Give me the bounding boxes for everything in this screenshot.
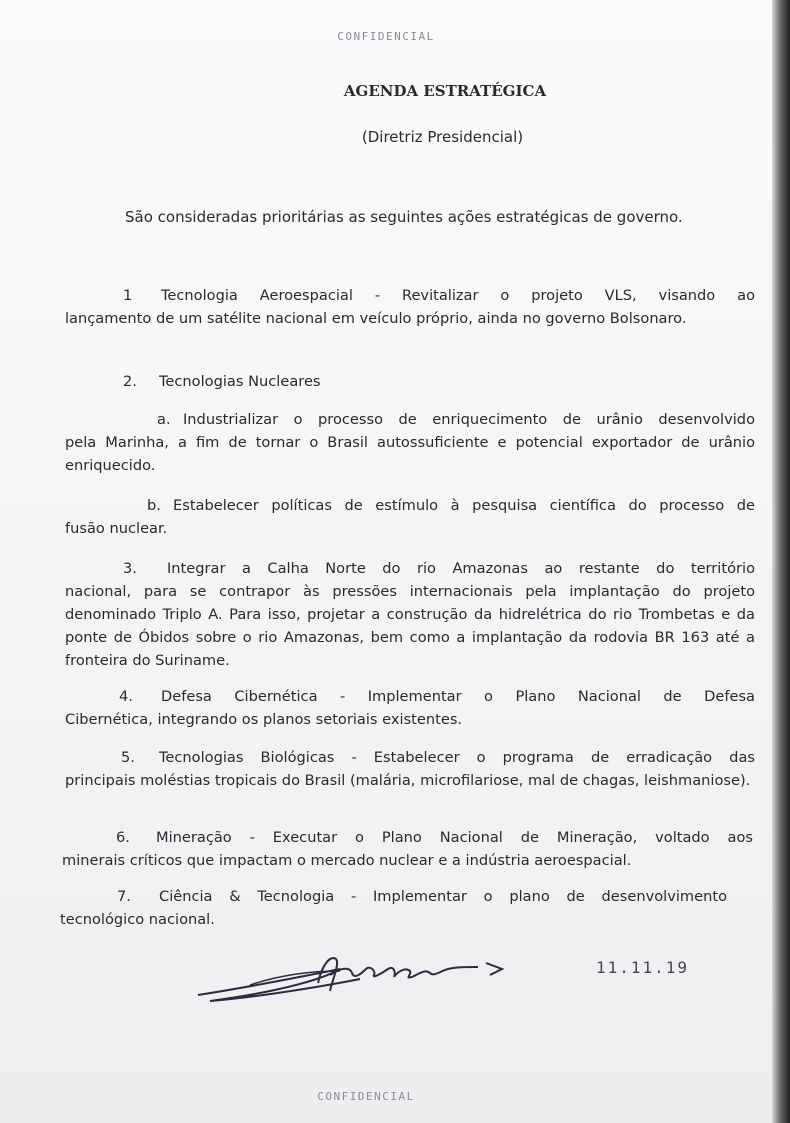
item-3-number: 3. — [123, 560, 137, 577]
item-7-text-rest: tecnológico nacional. — [60, 911, 215, 928]
item-1-text-rest: lançamento de um satélite nacional em veículo próprio, ainda no governo Bolsonaro. — [65, 310, 687, 327]
item-4-number: 4. — [119, 688, 133, 705]
item-2b-letter: b. — [147, 497, 161, 514]
item-6-number: 6. — [116, 829, 130, 846]
item-1-text-line1: Tecnologia Aeroespacial - Revitalizar o projeto VLS, visando ao — [161, 287, 755, 304]
item-2a-text-line1: Industrializar o processo de enriquecimento de urânio desenvolvido — [183, 411, 755, 428]
item-3-text-rest: nacional, para se contrapor às pressões internacionais pela implantação do projeto denominado Triplo A. Para isso, projetar a construção da hidrelétrica do rio Trombetas e da ponte de Óbidos sobre o rio Amazonas, bem como a implantação da rodovia BR 163 até a fronteira do Suriname. — [65, 583, 755, 669]
item-3-line1 — [65, 557, 755, 580]
item-6-text-line1: Mineração - Executar o Plano Nacional de Mineração, voltado aos — [156, 829, 753, 846]
item-7-text-line1: Ciência & Tecnologia - Implementar o plano de desenvolvimento — [159, 888, 727, 905]
item-2-text: Tecnologias Nucleares — [159, 373, 321, 390]
item-3-text-line1: Integrar a Calha Norte do rio Amazonas ao restante do território — [167, 560, 755, 577]
item-4-text-line1: Defesa Cibernética - Implementar o Plano Nacional de Defesa — [161, 688, 755, 705]
item-6-text-rest: minerais críticos que impactam o mercado nuclear e a indústria aeroespacial. — [62, 852, 632, 869]
document-subtitle: (Diretriz Presidencial) — [361, 128, 524, 146]
item-2a-letter: a. — [157, 411, 171, 428]
item-5-text-line1: Tecnologias Biológicas - Estabelecer o programa de erradicação das — [159, 749, 755, 766]
item-4-line1 — [65, 685, 755, 708]
item-5-number: 5. — [121, 749, 135, 766]
item-2b-text-rest: fusão nuclear. — [65, 520, 168, 537]
handwritten-date: 11.11.19 — [596, 958, 690, 977]
item-2b-line1 — [65, 494, 755, 517]
item-1-line1 — [65, 284, 755, 307]
item-7-number: 7. — [117, 888, 131, 905]
item-2b-text-line1: Estabelecer políticas de estímulo à pesquisa científica do processo de — [173, 497, 755, 514]
item-7-line1 — [62, 885, 727, 908]
header-confidential-stamp: CONFIDENCIAL — [337, 30, 435, 43]
item-5-line1 — [65, 746, 755, 769]
item-4-text-rest: Cibernética, integrando os planos setoriais existentes. — [65, 711, 463, 728]
item-2a-line1 — [65, 408, 755, 431]
item-2-heading — [123, 370, 321, 393]
intro-paragraph: São consideradas prioritárias as seguintes ações estratégicas de governo. — [125, 208, 683, 226]
document-title: AGENDA ESTRATÉGICA — [343, 82, 547, 100]
item-5-text-rest: principais moléstias tropicais do Brasil (malária, microfilariose, mal de chagas, leishmaniose). — [65, 772, 751, 789]
item-6-line1 — [65, 826, 753, 849]
item-1-number: 1 — [123, 287, 133, 304]
footer-confidential-stamp: CONFIDENCIAL — [317, 1090, 415, 1103]
item-2a-text-rest: pela Marinha, a fim de tornar o Brasil autossuficiente e potencial exportador de urânio enriquecido. — [65, 434, 755, 474]
item-2-number: 2. — [123, 373, 137, 390]
handwritten-signature — [190, 945, 520, 1015]
page-edge-shadow — [772, 0, 790, 1123]
